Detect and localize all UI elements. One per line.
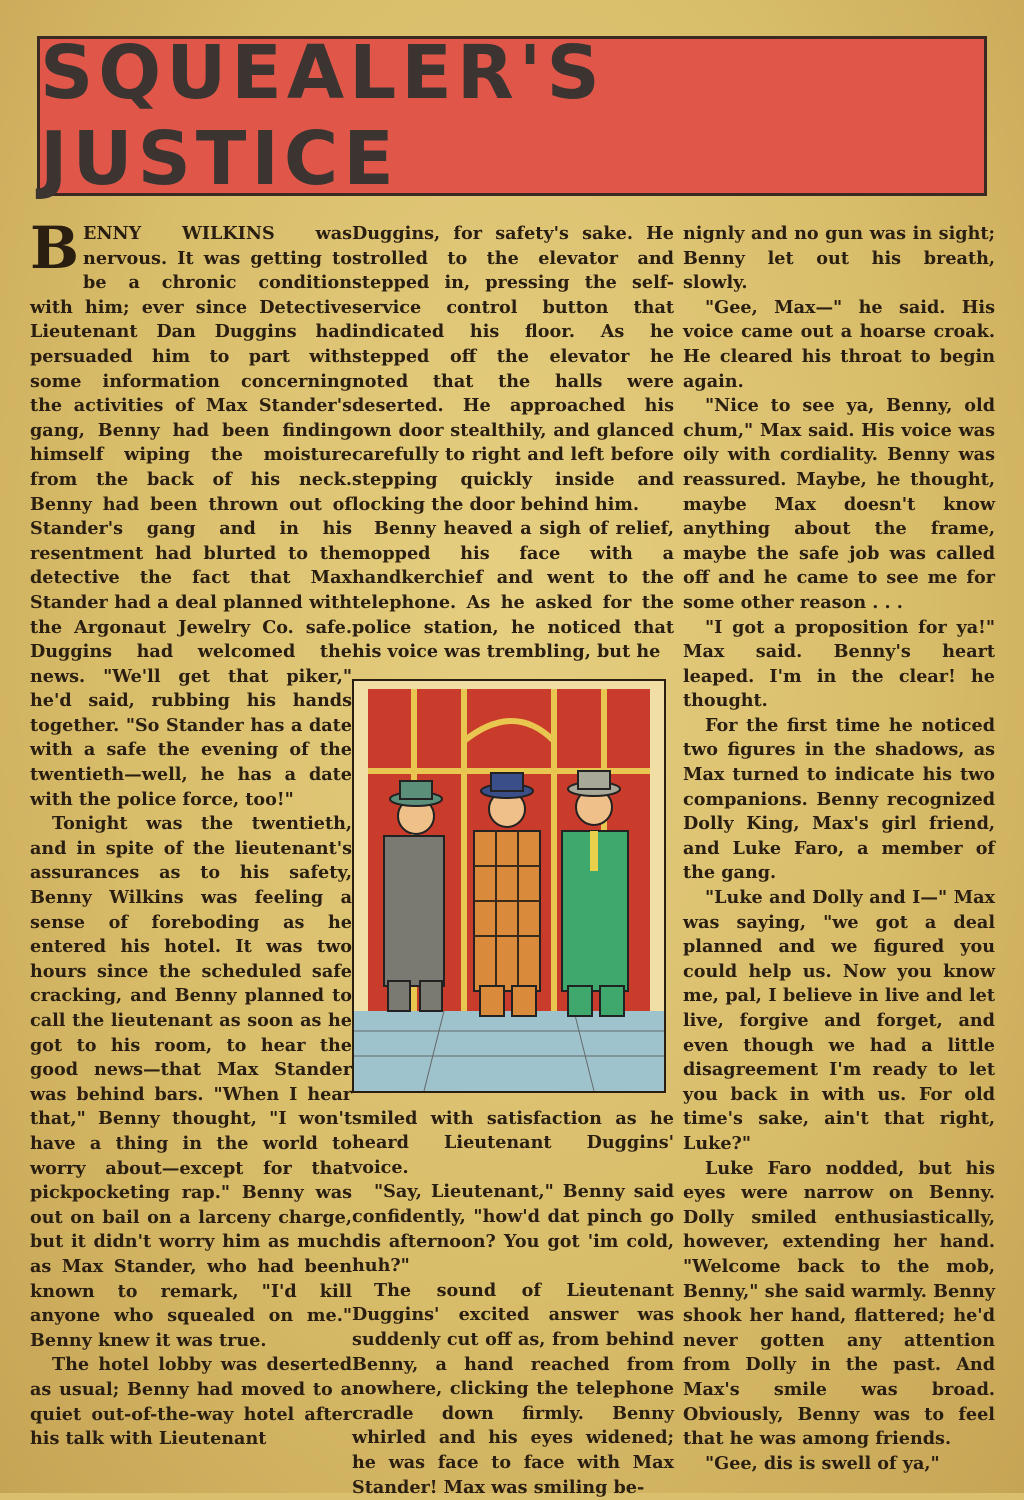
paragraph: "Luke and Dolly and I—" Max was saying, "we got a deal planned and we figured you could help us. Now you know me, pal, I believe in live and let live, forgive and forget, and even though we had a little disagreement I'm ready to let you back in with us. For old time's sake, ain't that right, Luke?" — [683, 887, 995, 1154]
text-column-3 — [683, 222, 995, 1476]
paragraph: "Gee, dis is swell of ya," — [705, 1452, 940, 1474]
text-column-1 — [30, 214, 352, 1452]
paragraph: The hotel lobby was deserted as usual; Benny had moved to a quiet out-of-the-way hotel after his talk with Lieutenant — [30, 1354, 352, 1450]
paragraph: "I got a proposition for ya!" Max said. Benny's heart leaped. I'm in the clear! he thought. — [683, 616, 995, 712]
paragraph: The sound of Lieutenant Duggins' excited answer was suddenly cut off as, from behind Benny, a hand reached from nowhere, clicking the telephone cradle down firmly. Benny whirled and his eyes widened; he was face to face with Max Stander! Max was smiling be- — [352, 1279, 674, 1498]
paragraph: Luke Faro nodded, but his eyes were narrow on Benny. Dolly smiled enthusiastically, however, extending her hand. "Welcome back to the mob, Benny," she said warmly. Benny shook her hand, flattered; he'd never gotten any attention from Dolly in the past. And Max's smile was broad. Obviously, Benny was to feel that he was among friends. — [683, 1157, 995, 1450]
paragraph: "Say, Lieutenant," Benny said confidently, "how'd dat pinch go dis afternoon? You got 'im cold, huh?" — [352, 1181, 674, 1277]
paragraph: For the first time he noticed two figures in the shadows, as Max turned to indicate his two companions. Benny recognized Dolly King, Max's girl friend, and Luke Faro, a member of the gang. — [683, 714, 995, 884]
paragraph: "Gee, Max—" he said. His voice came out a hoarse croak. He cleared his throat to begin again. — [683, 296, 995, 392]
text-column-2 — [352, 222, 674, 1500]
paragraph-text: was nervous. It was getting to be a chronic condition with him; ever since Detective Lieutenant Dan Duggins had persuaded him to part with some information concerning the activities of Max Stander's gang, Benny had been finding himself wiping the moisture from the back of his neck. Benny had been thrown out of Stander's gang and in his resentment had blurted to the detective the fact that Max Stander had a deal planned with the Argonaut Jewelry Co. safe. Duggins had welcomed the news. "We'll get that piker," he'd said, rubbing his hands together. "So Stander has a date with a safe the evening of the twentieth—well, he has a date with the police force, too!" — [30, 223, 352, 810]
paragraph: smiled with satisfaction as he heard Lieutenant Duggins' voice. — [352, 1107, 674, 1178]
drop-cap: B — [30, 214, 80, 282]
paragraph: nignly and no gun was in sight; Benny let out his breath, slowly. — [683, 223, 995, 294]
paragraph: Tonight was the twentieth, and in spite of the lieutenant's assurances as to his safety, Benny Wilkins was feeling a sense of foreboding as he entered his hotel. It was two hours since the scheduled safe cracking, and Benny planned to call the lieutenant as soon as he got to his room, to hear the good news—that Max Stander was behind bars. "When I hear that," Benny thought, "I won't have a thing in the world to worry about—except for that pickpocketing rap." Benny was out on bail on a larceny charge, but it didn't worry him as much as Max Stander, who had been known to remark, "I'd kill anyone who squealed on me." Benny knew it was true. — [30, 813, 352, 1351]
story-title: SQUEALER'S JUSTICE — [40, 30, 605, 202]
paragraph: Duggins, for safety's sake. He strolled to the elevator and stepped in, pressing the self-service control button that indicated his floor. As he stepped off the elevator he noted that the halls were deserted. He approached his own door stealthily, and glanced carefully to right and left before stepping quickly inside and locking the door behind him. — [352, 223, 674, 515]
title-banner — [37, 30, 987, 202]
illustration-three-gangsters — [354, 681, 664, 1091]
paragraph — [30, 214, 352, 812]
lead-in: ENNY WILKINS — [83, 223, 275, 244]
story-illustration — [352, 679, 666, 1093]
paragraph: "Nice to see ya, Benny, old chum," Max said. His voice was oily with cordiality. Benny was reassured. Maybe, he thought, maybe Max doesn't know anything about the frame, maybe the safe job was called off and he came to see me for some other reason . . . — [683, 395, 995, 613]
paragraph: Benny heaved a sigh of relief, mopped his face with a handkerchief and went to the telephone. As he asked for the police station, he noticed that his voice was trembling, but he — [352, 518, 674, 663]
